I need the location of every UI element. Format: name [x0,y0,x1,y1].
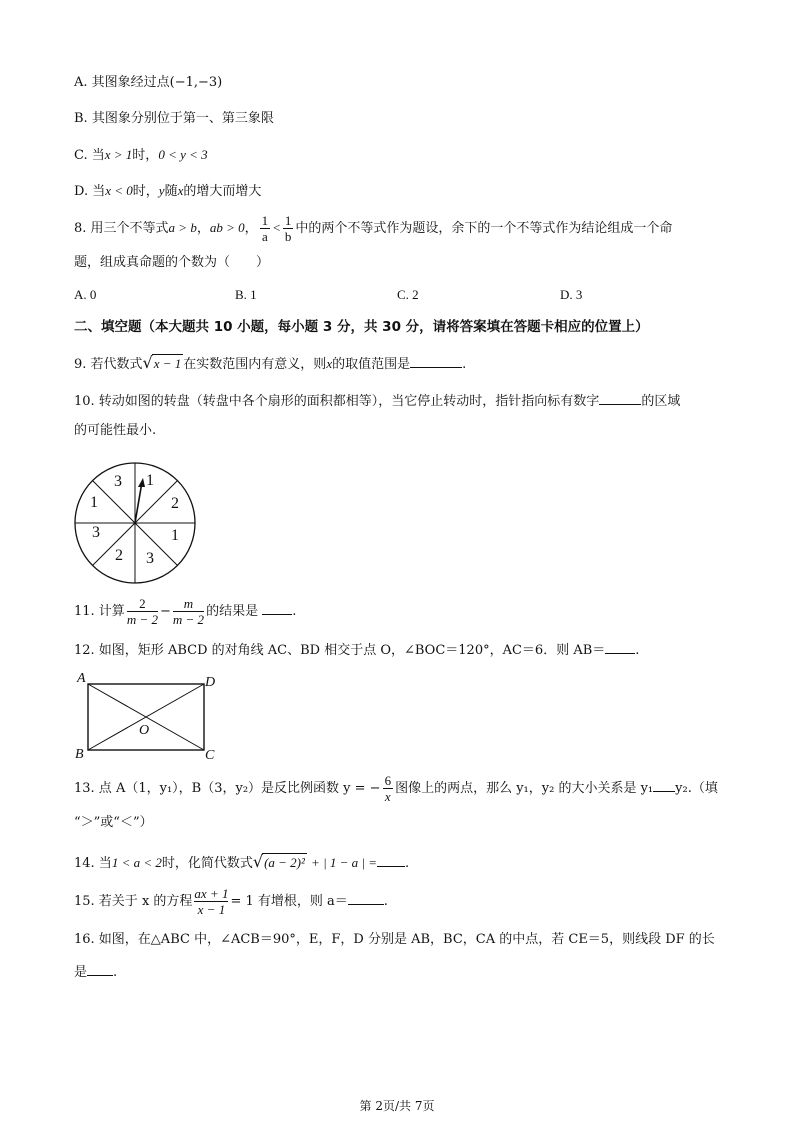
q13-line2: “＞”或“＜”） [74,815,153,830]
q8-frac-a [260,213,271,244]
q8-frac-a-den: a [262,229,268,244]
q11-prefix: 11. 计算 [74,604,125,619]
q13-line1 [74,772,718,806]
q11-suffix: 的结果是 [206,604,259,619]
answer-blank[interactable] [87,963,113,976]
page-footer: 第 2页/共 7页 [359,1099,435,1113]
q8-line1 [74,213,672,244]
q14-radical: √ [252,852,264,871]
answer-blank[interactable] [410,355,462,368]
q9-var: x [326,356,333,371]
q14-tail: + | 1 − a | = [311,855,378,870]
q15-frac-den: x − 1 [197,902,226,917]
section-title: 二、填空题（本大题共 10 小题，每小题 3 分，共 30 分，请将答案填在答题卡相应的位置上） [74,319,649,335]
q7-d-text: 随 [164,184,178,199]
q8-option-c: C. 2 [397,287,419,302]
q9-prefix: 9. 若代数式 [74,357,143,372]
q7-d-prefix: D. 当 [74,184,106,199]
q7-option-a: A. 其图象经过点(−1,−3) [74,75,223,90]
q7-option-c [74,146,208,165]
q15-mid: 有增根，则 a＝ [257,894,348,909]
q8-lt: < [272,220,281,235]
rectangle-figure [72,670,232,762]
pointer-arrow-icon [138,478,145,487]
answer-blank[interactable] [377,854,405,867]
q8-frac-b-num: 1 [284,213,292,228]
q10-line1 [74,392,680,411]
q11-frac1-den: m − 2 [126,612,158,627]
q7-d-end: 的增大而增大 [183,184,262,199]
q8-sep: ， [196,221,210,236]
q11-frac2-den: m − 2 [172,612,205,627]
q10-line2: 的可能性最小. [74,423,157,438]
q13-y2: y₂.（填 [675,781,718,796]
q15-eq: = 1 [230,894,254,909]
q10-prefix: 10. 转动如图的转盘（转盘中各个扇形的面积都相等），当它停止转动时，指针指向标有数字 [74,394,600,409]
q13-mid: 图像上的两点，那么 y₁，y₂ 的大小关系是 y₁ [395,781,654,796]
q16-line2-text: 是 [74,965,88,980]
q7-c-range: 0 < y < 3 [158,147,208,162]
q12-end: . [635,643,640,658]
q15-end: . [383,894,388,909]
q14-radicand-text: (a − 2)² [264,855,305,870]
sector-label: 1 [146,472,154,489]
center-label-o: O [139,723,150,738]
vertex-label-d: D [205,675,216,690]
q7-c-mid: 时， [132,148,159,163]
q14-end: . [405,856,410,871]
q13-frac-num: 6 [384,773,392,788]
q7-d-var: y [158,183,165,198]
q15-frac [194,886,228,917]
q8-sep2: ， [244,221,258,236]
q8-option-d: D. 3 [560,287,583,302]
q14-condition: 1 < a < 2 [111,855,162,870]
sector-label: 3 [114,473,122,490]
q7-d-condition: x < 0 [105,183,133,198]
sector-label: 1 [171,527,179,544]
q8-prefix: 8. 用三个不等式 [74,221,169,236]
sector-label: 3 [146,550,154,567]
q14-radicand [262,853,307,873]
q14-mid: 时，化简代数式 [161,856,253,871]
q9-radicand [152,354,184,374]
answer-blank[interactable] [599,392,641,405]
q9-radical: √ [142,353,153,372]
q7-c-prefix: C. 当 [74,148,105,163]
q13-frac-den: x [384,789,391,804]
q8-line2: 题，组成真命题的个数为（ ） [74,255,270,270]
q9 [74,354,466,374]
q11-frac1-num: 2 [127,596,158,612]
answer-blank[interactable] [653,779,675,792]
q11 [74,594,296,630]
q11-frac1 [127,596,158,627]
q15-prefix: 15. 若关于 x 的方程 [74,894,193,909]
sector-label: 3 [92,524,100,541]
q11-frac2-num: m [173,596,204,612]
q16-line2 [74,963,117,982]
q7-d-mid: 时， [132,184,159,199]
q13-prefix: 13. 点 A（1，y₁），B（3，y₂）是反比例函数 y = − [74,781,381,796]
q8-option-b: B. 1 [235,287,257,302]
answer-blank[interactable] [605,641,635,654]
q8-ineq1: a > b [168,220,197,235]
sector-label: 2 [171,495,179,512]
q16-end: . [113,965,118,980]
q8-frac-a-num: 1 [261,213,269,228]
q11-minus: − [159,604,171,619]
answer-blank[interactable] [262,602,292,615]
q10-suffix: 的区域 [641,394,681,409]
q7-option-d [74,182,261,201]
q15 [74,884,388,920]
spinner-figure [70,458,200,588]
q13-frac [383,773,394,804]
vertex-label-b: B [75,747,84,762]
q12 [74,641,639,660]
q11-end: . [292,604,297,619]
q14-prefix: 14. 当 [74,856,112,871]
q8-option-a: A. 0 [74,287,97,302]
q14 [74,853,409,873]
q16-line1: 16. 如图，在△ABC 中，∠ACB＝90°，E，F，D 分别是 AB，BC，CA 的中点，若 CE＝5，则线段 DF 的长 [74,932,715,947]
vertex-label-c: C [205,748,215,762]
sector-label: 1 [90,494,98,511]
q8-ineq2: ab > 0 [209,220,245,235]
q7-option-b: B. 其图象分别位于第一、第三象限 [74,111,274,126]
q15-frac-num: ax + 1 [194,886,229,901]
q8-frac-b-den: b [284,229,292,244]
q8-suffix: 中的两个不等式作为题设，余下的一个不等式作为结论组成一个命 [295,221,673,236]
q11-frac2 [173,596,204,627]
vertex-label-a: A [77,671,86,686]
sector-label: 2 [115,547,123,564]
q12-text: 12. 如图，矩形 ABCD 的对角线 AC、BD 相交于点 O，∠BOC＝120°，AC＝6．则 AB＝ [74,643,606,658]
q9-radicand-text: x − 1 [153,356,182,371]
q9-end: . [462,357,467,372]
q8-frac-b [283,213,294,244]
q9-mid: 在实数范围内有意义，则 [183,357,327,372]
q9-suffix: 的取值范围是 [332,357,411,372]
answer-blank[interactable] [348,892,384,905]
q7-d-var2: x [177,183,184,198]
q7-c-condition: x > 1 [104,147,133,162]
